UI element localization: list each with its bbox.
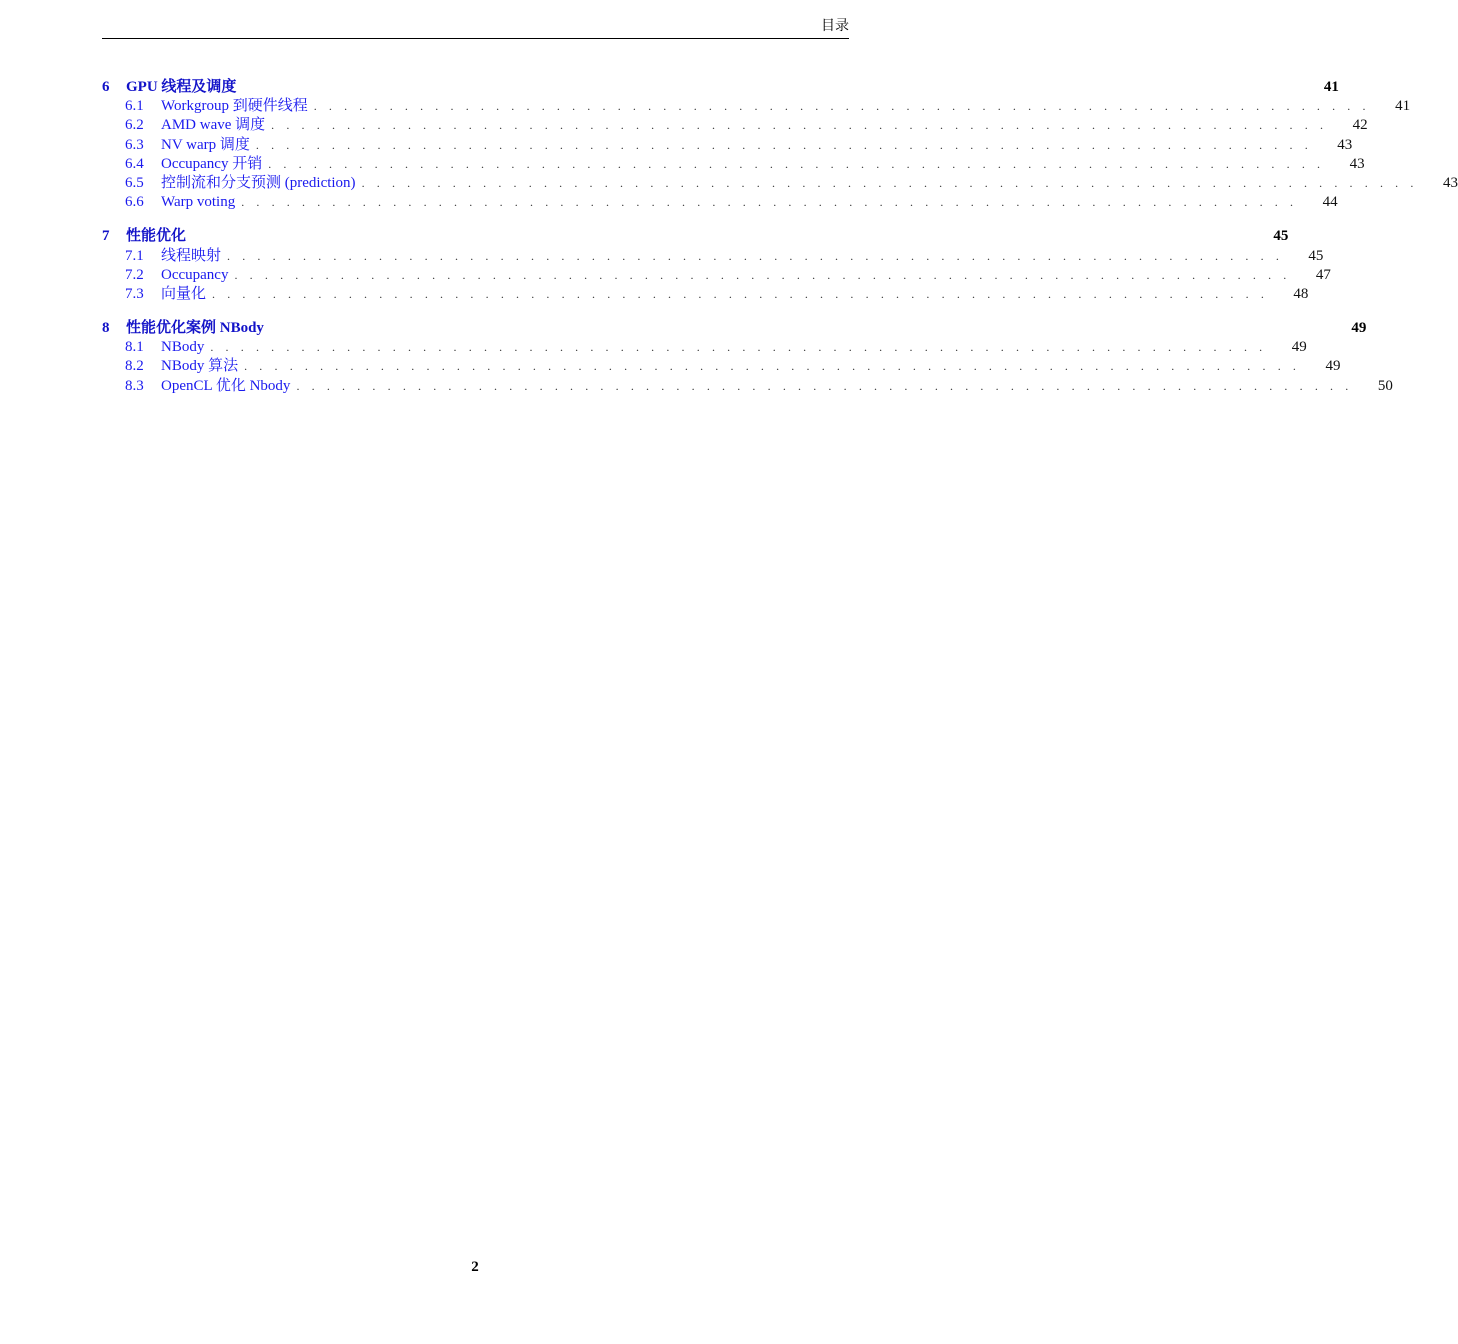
leader-dots: . . . . . . . . . . . . . . . . . . . . . . . . . . . . . . . . . . . . . . . . . . . . . . . . . . . . . . . . . . . . . . . . . . . . . . (210, 340, 1267, 355)
toc-section-entry[interactable] (102, 193, 1338, 212)
chapter-title: GPU 线程及调度 (126, 79, 237, 95)
toc-section-entry[interactable] (102, 97, 1411, 116)
toc-section-entry[interactable] (102, 155, 1365, 174)
leader-dots: . . . . . . . . . . . . . . . . . . . . . . . . . . . . . . . . . . . . . . . . . . . . . . . . . . . . . . . . . . . . . . . . . . . . . . (296, 378, 1353, 393)
section-number: 7.1 (125, 247, 144, 264)
chapter-page: 41 (1323, 79, 1339, 95)
section-title: 向量化 (161, 285, 207, 302)
section-page: 43 (1337, 136, 1353, 153)
toc-chapter-8 (102, 319, 1393, 396)
leader-dots: . . . . . . . . . . . . . . . . . . . . . . . . . . . . . . . . . . . . . . . . . . . . . . . . . . . . . . . . . . . . . . . . . . . . . . (268, 156, 1325, 171)
toc-section-entry[interactable] (102, 357, 1341, 376)
leader-dots: . . . . . . . . . . . . . . . . . . . . . . . . . . . . . . . . . . . . . . . . . . . . . . . . . . . . . . . . . . . . . . . . . . . . . . (241, 195, 1298, 210)
chapter-title: 性能优化案例 NBody (126, 320, 264, 337)
section-title: NV warp 调度 (161, 136, 250, 153)
section-number: 8.1 (125, 339, 144, 356)
leader-dots: . . . . . . . . . . . . . . . . . . . . . . . . . . . . . . . . . . . . . . . . . . . . . . . . . . . . . . . . . . . . . . . . . . . . . . (271, 118, 1328, 133)
section-number: 6.3 (125, 136, 144, 153)
section-page: 43 (1442, 174, 1458, 191)
section-page: 44 (1322, 194, 1338, 211)
section-number: 7.3 (125, 285, 144, 302)
toc-chapter-entry[interactable] (102, 227, 1289, 246)
leader-dots: . . . . . . . . . . . . . . . . . . . . . . . . . . . . . . . . . . . . . . . . . . . . . . . . . . . . . . . . . . . . . . . . . . . . . . (234, 267, 1291, 282)
section-title: NBody (161, 339, 205, 356)
leader-dots: . . . . . . . . . . . . . . . . . . . . . . . . . . . . . . . . . . . . . . . . . . . . . . . . . . . . . . . . . . . . . . . . . . . . . . (244, 359, 1301, 374)
toc-section-entry[interactable] (102, 377, 1393, 396)
toc-section-entry[interactable] (102, 247, 1324, 266)
section-page: 48 (1293, 285, 1309, 302)
section-page: 50 (1377, 377, 1393, 394)
chapter-number: 7 (102, 228, 110, 245)
section-title: OpenCL 优化 Nbody (161, 377, 291, 394)
table-of-contents (102, 78, 1458, 411)
toc-section-entry[interactable] (102, 285, 1309, 304)
toc-section-entry[interactable] (102, 338, 1307, 357)
chapter-page: 45 (1273, 228, 1289, 245)
leader-dots: . . . . . . . . . . . . . . . . . . . . . . . . . . . . . . . . . . . . . . . . . . . . . . . . . . . . . . . . . . . . . . . . . . . . . . (212, 286, 1269, 301)
toc-chapter-7 (102, 227, 1331, 304)
leader-dots: . . . . . . . . . . . . . . . . . . . . . . . . . . . . . . . . . . . . . . . . . . . . . . . . . . . . . . . . . . . . . . . . . . . . . . (227, 248, 1284, 263)
toc-section-entry[interactable] (102, 266, 1331, 285)
section-title: Warp voting (161, 194, 236, 211)
leader-dots: . . . . . . . . . . . . . . . . . . . . . . . . . . . . . . . . . . . . . . . . . . . . . . . . . . . . . . . . . . . . . . . . . . . . . . (361, 175, 1418, 190)
header-rule (102, 38, 849, 39)
section-number: 6.5 (125, 174, 144, 191)
chapter-number: 8 (102, 320, 110, 337)
section-page: 47 (1315, 266, 1331, 283)
section-number: 6.2 (125, 117, 144, 134)
toc-chapter-entry[interactable] (102, 78, 1339, 97)
chapter-number: 6 (102, 79, 110, 95)
toc-section-entry[interactable] (102, 174, 1458, 193)
toc-chapter-entry[interactable] (102, 319, 1367, 338)
section-title: 控制流和分支预测 (prediction) (161, 174, 356, 191)
leader-dots: . . . . . . . . . . . . . . . . . . . . . . . . . . . . . . . . . . . . . . . . . . . . . . . . . . . . . . . . . . . . . . . . . . . . . . (255, 137, 1313, 152)
chapter-title: 性能优化 (126, 228, 187, 245)
toc-chapter-6 (102, 78, 1458, 212)
section-title: Occupancy 开销 (161, 155, 263, 172)
section-number: 8.3 (125, 377, 144, 394)
section-page: 45 (1308, 247, 1324, 264)
section-page: 42 (1352, 117, 1368, 134)
section-number: 7.2 (125, 266, 144, 283)
running-header-title: 目录 (821, 18, 849, 34)
toc-section-entry[interactable] (102, 116, 1368, 135)
toc-section-entry[interactable] (102, 136, 1353, 155)
chapter-page: 49 (1351, 320, 1367, 337)
section-title: 线程映射 (161, 247, 222, 264)
section-title: NBody 算法 (161, 358, 239, 375)
section-page: 49 (1291, 339, 1307, 356)
section-page: 49 (1325, 358, 1341, 375)
section-number: 8.2 (125, 358, 144, 375)
section-page: 43 (1349, 155, 1365, 172)
leader-dots: . . . . . . . . . . . . . . . . . . . . . . . . . . . . . . . . . . . . . . . . . . . . . . . . . . . . . . . . . . . . . . . . . . . . . . (313, 99, 1371, 114)
page-number: 2 (471, 1259, 479, 1275)
section-title: Workgroup 到硬件线程 (161, 98, 308, 115)
section-number: 6.1 (125, 98, 144, 115)
section-number: 6.4 (125, 155, 144, 172)
section-page: 41 (1395, 98, 1411, 115)
section-title: AMD wave 调度 (161, 117, 266, 134)
section-number: 6.6 (125, 194, 144, 211)
section-title: Occupancy (161, 266, 229, 283)
